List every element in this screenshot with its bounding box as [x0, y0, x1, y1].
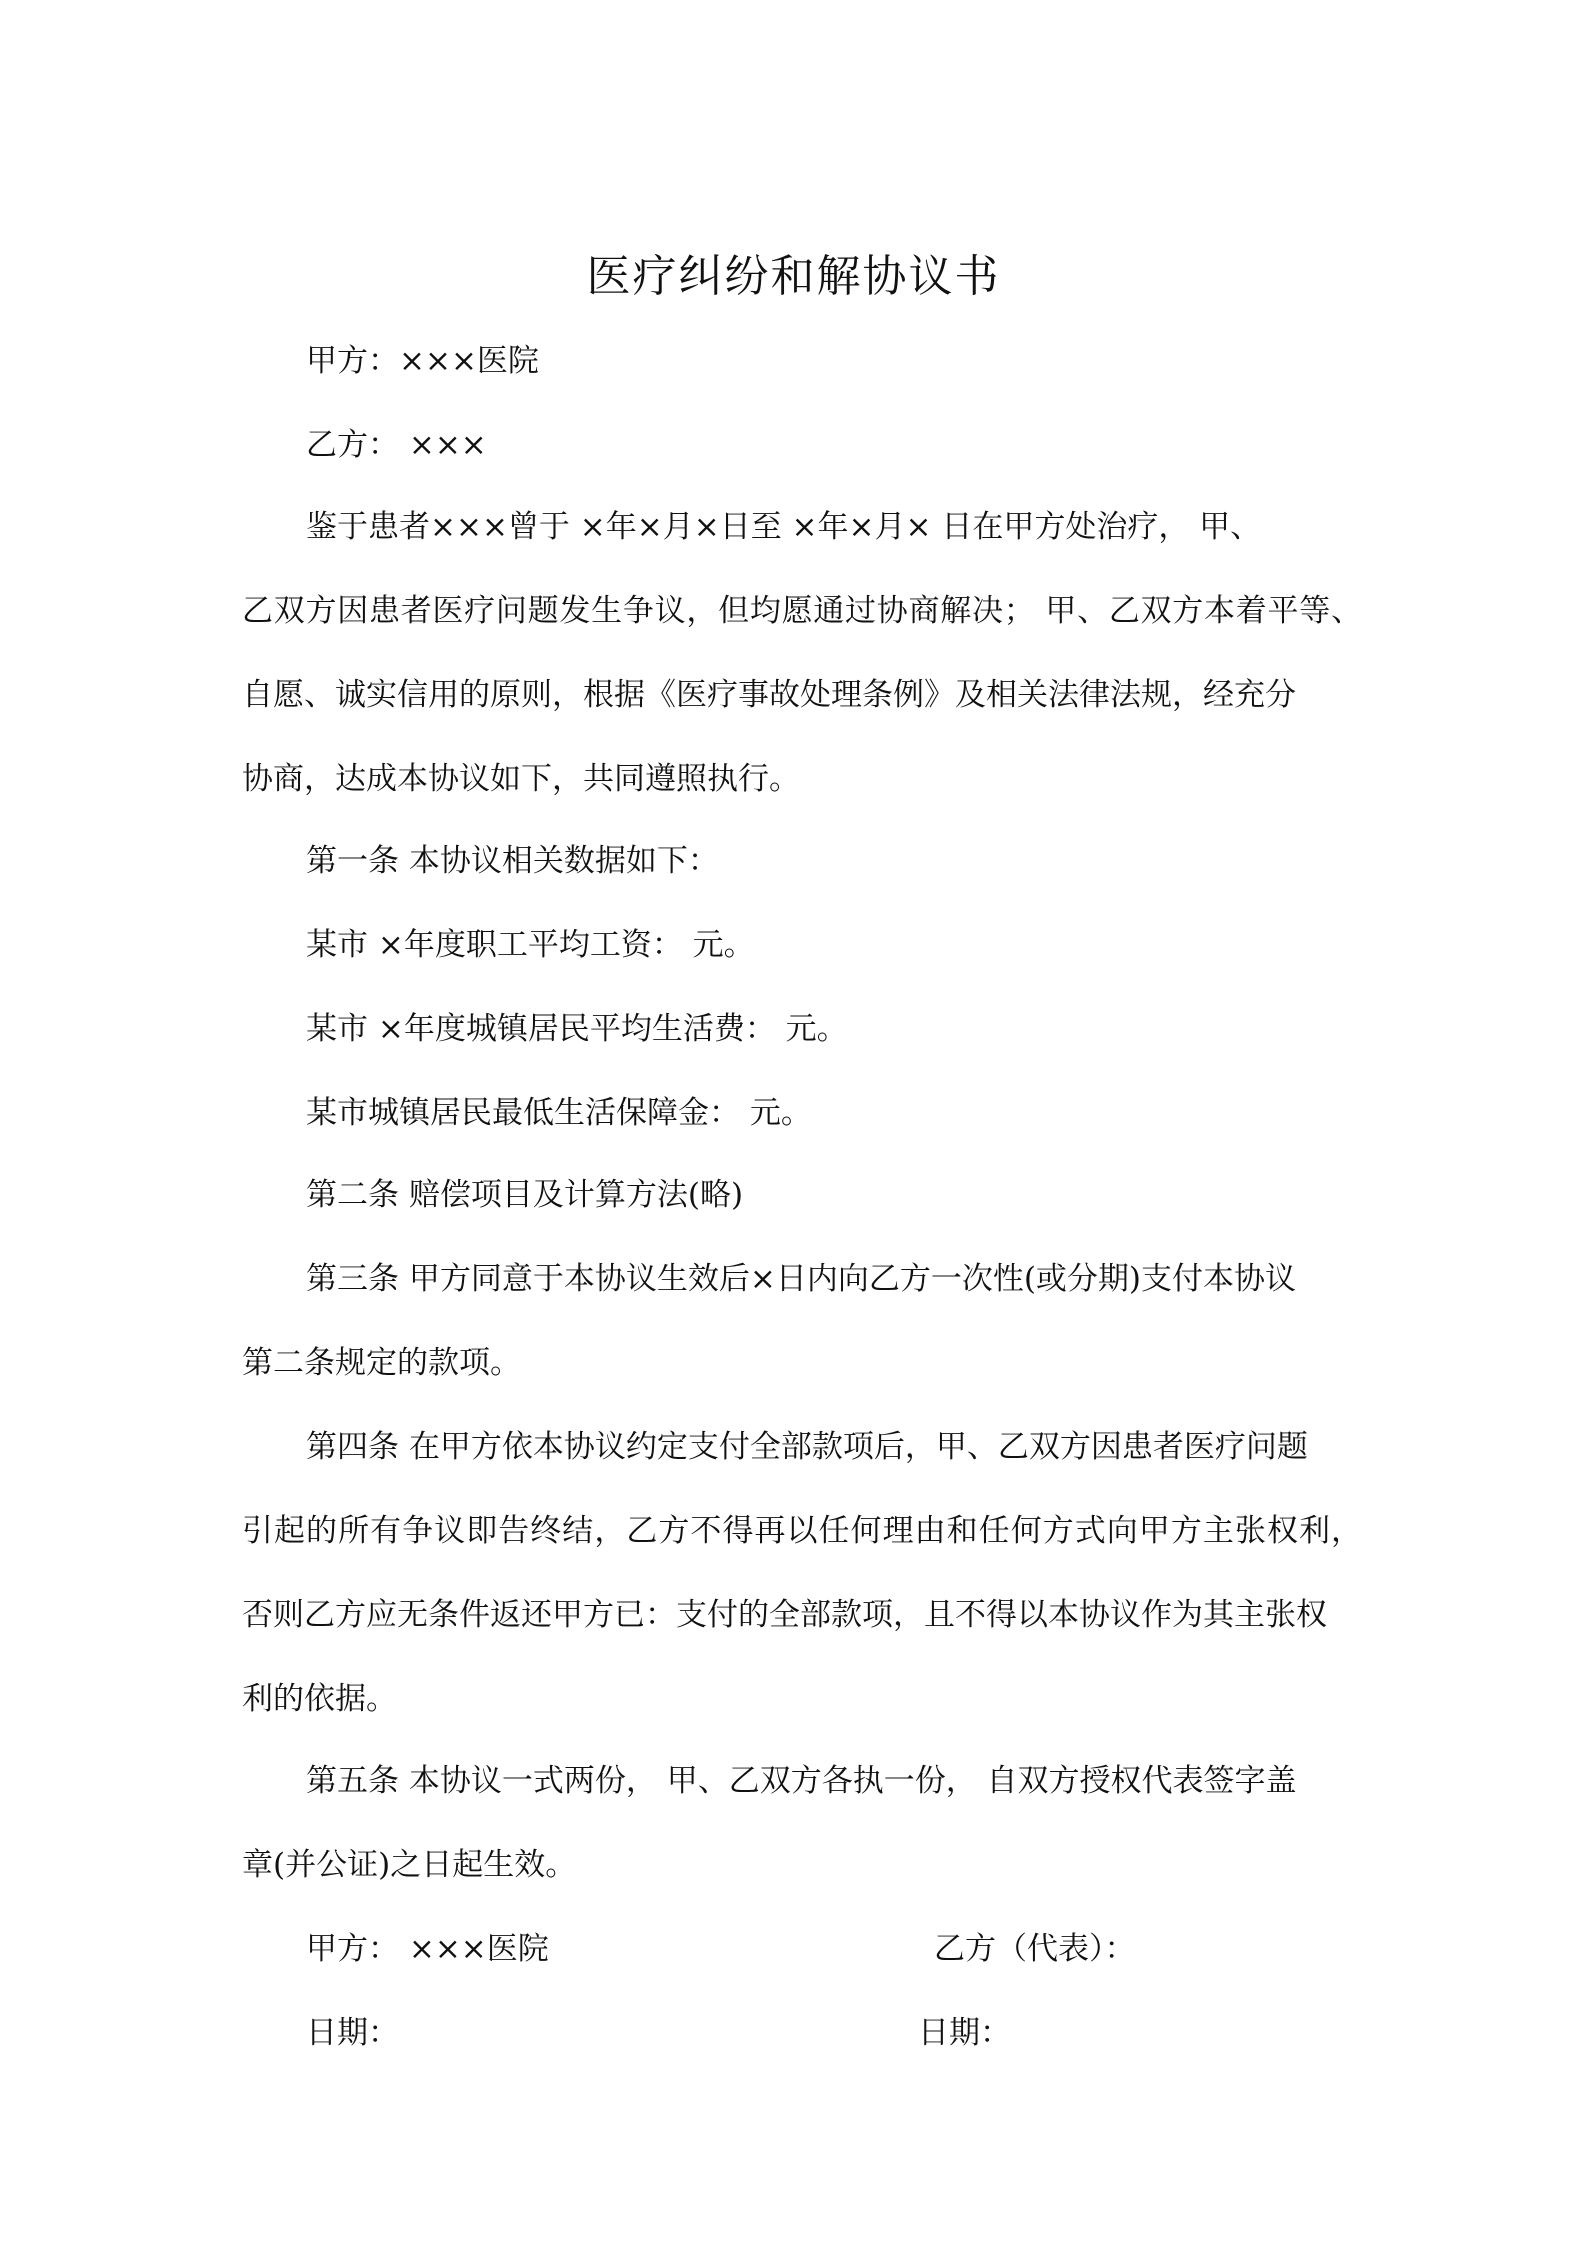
preamble-line-4: 协商，达成本协议如下，共同遵照执行。: [242, 761, 800, 797]
preamble-line-1: 鉴于患者×××曾于 ×年×月×日至 ×年×月× 日在甲方处治疗， 甲、: [306, 509, 1262, 545]
article-5-line-2: 章(并公证)之日起生效。: [242, 1847, 577, 1883]
date-party-a: 日期：: [306, 2015, 399, 2051]
article-4-line-1: 第四条 在甲方依本协议约定支付全部款项后，甲、乙双方因患者医疗问题: [306, 1429, 1308, 1465]
article-2: 第二条 赔偿项目及计算方法(略): [306, 1177, 744, 1213]
preamble-line-2: 乙双方因患者医疗问题发生争议，但均愿通过协商解决； 甲、乙双方本着平等、: [242, 593, 1362, 629]
article-3-line-2: 第二条规定的款项。: [242, 1345, 521, 1381]
preamble-line-3: 自愿、诚实信用的原则，根据《医疗事故处理条例》及相关法律法规，经充分: [242, 677, 1296, 713]
data-average-wage: 某市 ×年度职工平均工资： 元。: [306, 927, 755, 963]
article-3-line-1: 第三条 甲方同意于本协议生效后×日内向乙方一次性(或分期)支付本协议: [306, 1261, 1297, 1297]
article-4-line-3: 否则乙方应无条件返还甲方已：支付的全部款项，且不得以本协议作为其主张权: [242, 1597, 1327, 1633]
date-party-b: 日期：: [918, 2015, 1011, 2051]
article-5-line-1: 第五条 本协议一式两份， 甲、乙双方各执一份， 自双方授权代表签字盖: [306, 1763, 1297, 1799]
party-b-line: 乙方： ×××: [306, 427, 487, 463]
article-1-heading: 第一条 本协议相关数据如下：: [306, 843, 719, 879]
document-title: 医疗纠纷和解协议书: [586, 251, 1001, 302]
article-4-line-4: 利的依据。: [242, 1681, 397, 1717]
party-a-line: 甲方：×××医院: [306, 343, 539, 379]
data-living-cost: 某市 ×年度城镇居民平均生活费： 元。: [306, 1011, 848, 1047]
signature-party-b: 乙方（代表）：: [934, 1931, 1136, 1967]
data-minimum-guarantee: 某市城镇居民最低生活保障金： 元。: [306, 1095, 812, 1131]
article-4-line-2: 引起的所有争议即告终结，乙方不得再以任何理由和任何方式向甲方主张权利，: [242, 1513, 1362, 1549]
signature-party-a: 甲方： ×××医院: [306, 1931, 549, 1967]
